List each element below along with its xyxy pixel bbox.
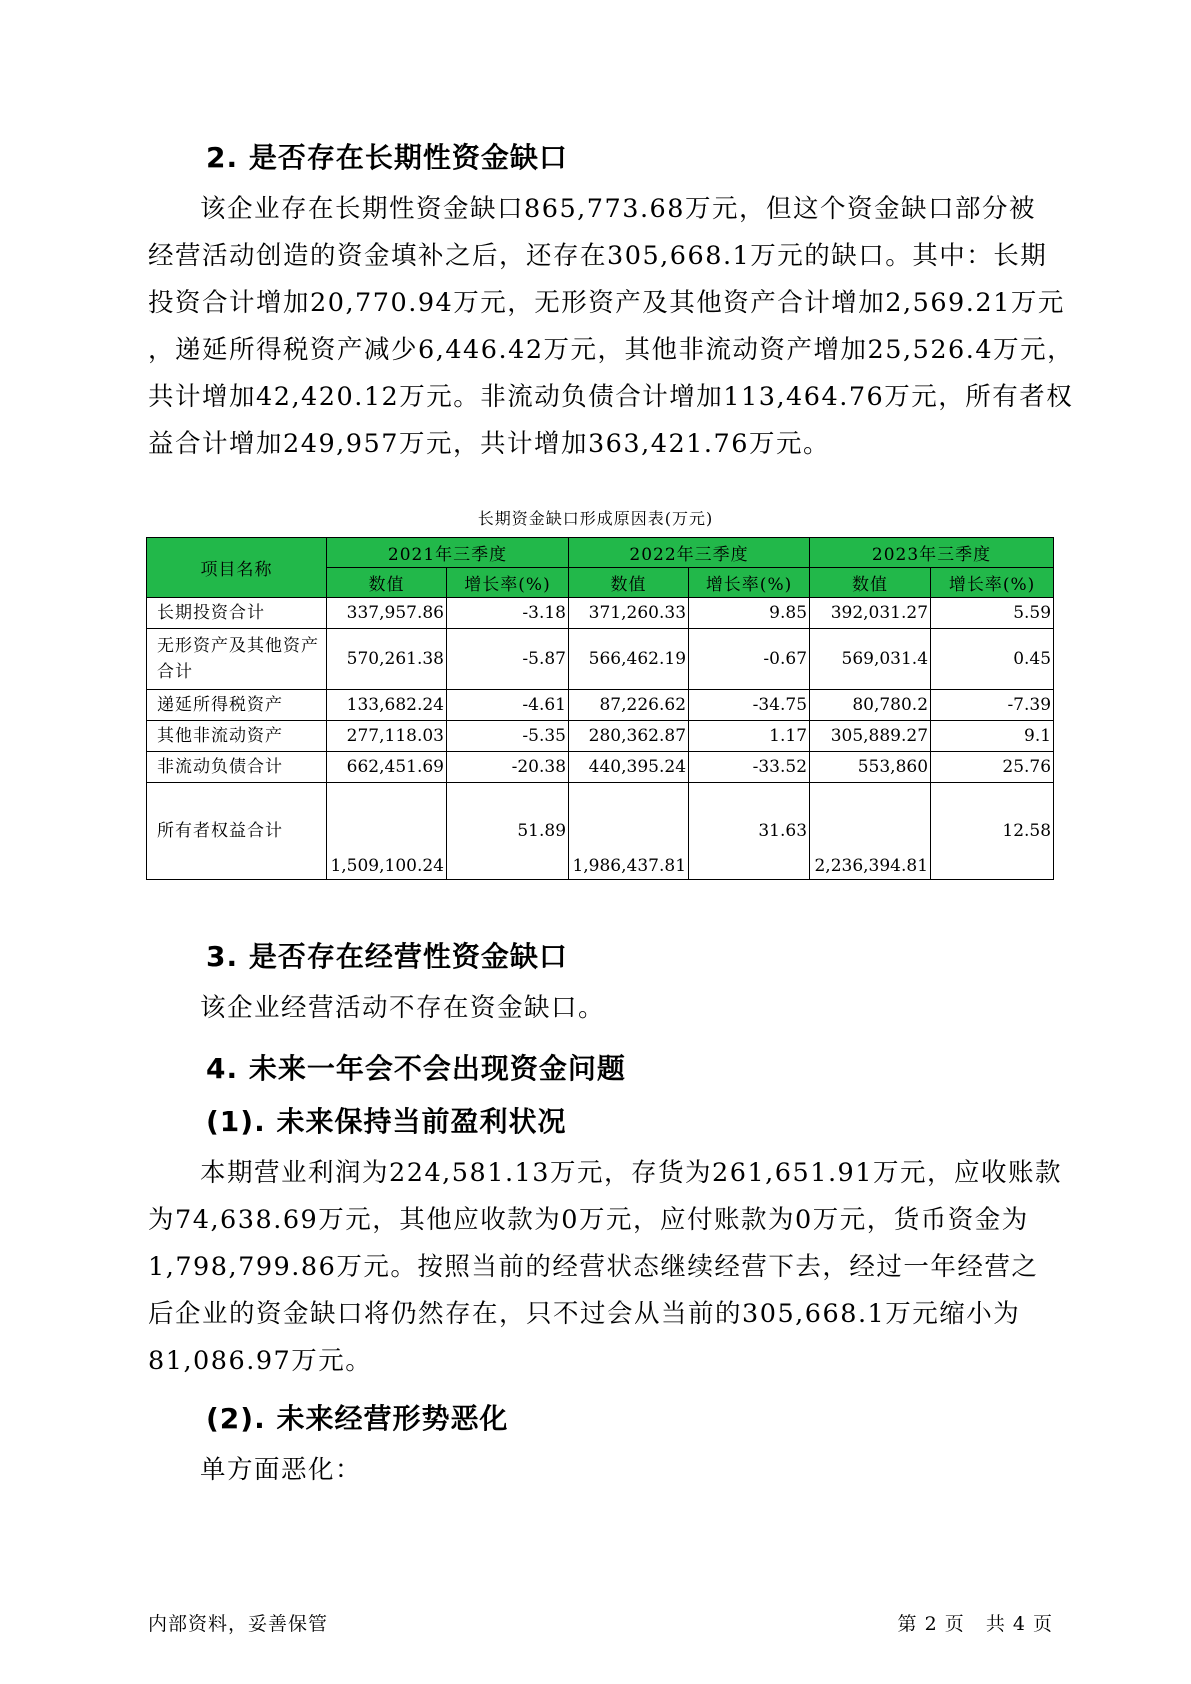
section-3-heading: 3. 是否存在经营性资金缺口	[206, 940, 568, 973]
cell-growth: -0.67	[689, 629, 810, 690]
cell-value: 305,889.27	[810, 721, 931, 752]
long-term-gap-table	[146, 537, 1054, 880]
cell-growth: 9.85	[689, 598, 810, 629]
cell-growth: 0.45	[931, 629, 1054, 690]
row-name: 无形资产及其他资产合计	[147, 629, 327, 690]
header-year: 2021年三季度	[327, 538, 569, 568]
header-year: 2023年三季度	[810, 538, 1054, 568]
paragraph-line: 1,798,799.86万元。按照当前的经营状态继续经营下去，经过一年经营之	[148, 1252, 1039, 1282]
section-3-paragraph	[148, 985, 1048, 1032]
footer-page-number: 第 2 页 共 4 页	[897, 1613, 1053, 1635]
table-row	[147, 690, 1054, 721]
table-row	[147, 629, 1054, 690]
paragraph-line: 共计增加42,420.12万元。非流动负债合计增加113,464.76万元，所有者权	[148, 382, 1074, 412]
cell-growth: 12.58	[931, 783, 1054, 880]
cell-value: 570,261.38	[327, 629, 447, 690]
cell-growth: -4.61	[447, 690, 569, 721]
table-row	[147, 783, 1054, 880]
section-4-2-heading: (2). 未来经营形势恶化	[206, 1402, 509, 1435]
paragraph-line: 经营活动创造的资金填补之后，还存在305,668.1万元的缺口。其中：长期	[148, 241, 1048, 271]
row-name: 其他非流动资产	[147, 721, 327, 752]
cell-growth: -7.39	[931, 690, 1054, 721]
section-4-1-paragraph	[148, 1150, 1063, 1385]
row-name: 长期投资合计	[147, 598, 327, 629]
cell-growth: -33.52	[689, 752, 810, 783]
header-value: 数值	[327, 568, 447, 598]
footer-confidential-note: 内部资料，妥善保管	[148, 1613, 329, 1635]
cell-value: 566,462.19	[569, 629, 689, 690]
cell-growth: 31.63	[689, 783, 810, 880]
header-value: 数值	[810, 568, 931, 598]
cell-growth: -3.18	[447, 598, 569, 629]
table-row	[147, 598, 1054, 629]
paragraph-line: 为74,638.69万元，其他应收款为0万元，应付账款为0万元，货币资金为	[148, 1205, 1029, 1235]
cell-value: 133,682.24	[327, 690, 447, 721]
paragraph-line: 该企业存在长期性资金缺口865,773.68万元，但这个资金缺口部分被	[200, 194, 1037, 224]
header-growth: 增长率(%)	[447, 568, 569, 598]
cell-value: 80,780.2	[810, 690, 931, 721]
cell-growth: 51.89	[447, 783, 569, 880]
section-2-paragraph	[148, 186, 1075, 468]
cell-growth: 1.17	[689, 721, 810, 752]
cell-value: 337,957.86	[327, 598, 447, 629]
cell-growth: 9.1	[931, 721, 1054, 752]
paragraph-line: 益合计增加249,957万元，共计增加363,421.76万元。	[148, 429, 830, 459]
paragraph-line: 投资合计增加20,770.94万元，无形资产及其他资产合计增加2,569.21万元	[148, 288, 1065, 318]
row-name: 非流动负债合计	[147, 752, 327, 783]
cell-growth: -20.38	[447, 752, 569, 783]
header-value: 数值	[569, 568, 689, 598]
paragraph-line: ，递延所得税资产减少6,446.42万元，其他非流动资产增加25,526.4万元，	[148, 335, 1075, 365]
table-caption: 长期资金缺口形成原因表(万元)	[477, 509, 714, 528]
header-year: 2022年三季度	[569, 538, 810, 568]
row-name: 所有者权益合计	[147, 783, 327, 880]
paragraph-line: 该企业经营活动不存在资金缺口。	[200, 993, 606, 1023]
cell-value: 553,860	[810, 752, 931, 783]
table-row	[147, 752, 1054, 783]
header-item-name: 项目名称	[147, 538, 327, 598]
cell-value: 1,986,437.81	[569, 783, 689, 880]
section-4-1-heading: (1). 未来保持当前盈利状况	[206, 1105, 567, 1138]
row-name: 递延所得税资产	[147, 690, 327, 721]
cell-growth: 5.59	[931, 598, 1054, 629]
cell-growth: -5.87	[447, 629, 569, 690]
cell-value: 2,236,394.81	[810, 783, 931, 880]
cell-growth: -34.75	[689, 690, 810, 721]
header-growth: 增长率(%)	[931, 568, 1054, 598]
paragraph-line: 后企业的资金缺口将仍然存在，只不过会从当前的305,668.1万元缩小为	[148, 1299, 1021, 1329]
cell-growth: 25.76	[931, 752, 1054, 783]
paragraph-line: 81,086.97万元。	[148, 1346, 373, 1376]
paragraph-line: 单方面恶化：	[200, 1455, 363, 1485]
cell-value: 440,395.24	[569, 752, 689, 783]
section-4-heading: 4. 未来一年会不会出现资金问题	[206, 1052, 626, 1085]
cell-value: 87,226.62	[569, 690, 689, 721]
paragraph-line: 本期营业利润为224,581.13万元，存货为261,651.91万元，应收账款	[200, 1158, 1063, 1188]
cell-value: 280,362.87	[569, 721, 689, 752]
cell-value: 569,031.4	[810, 629, 931, 690]
cell-value: 277,118.03	[327, 721, 447, 752]
table-row	[147, 721, 1054, 752]
section-4-2-paragraph	[148, 1447, 1048, 1494]
cell-value: 662,451.69	[327, 752, 447, 783]
section-2-heading: 2. 是否存在长期性资金缺口	[206, 141, 568, 174]
cell-value: 371,260.33	[569, 598, 689, 629]
header-growth: 增长率(%)	[689, 568, 810, 598]
cell-value: 392,031.27	[810, 598, 931, 629]
cell-growth: -5.35	[447, 721, 569, 752]
cell-value: 1,509,100.24	[327, 783, 447, 880]
